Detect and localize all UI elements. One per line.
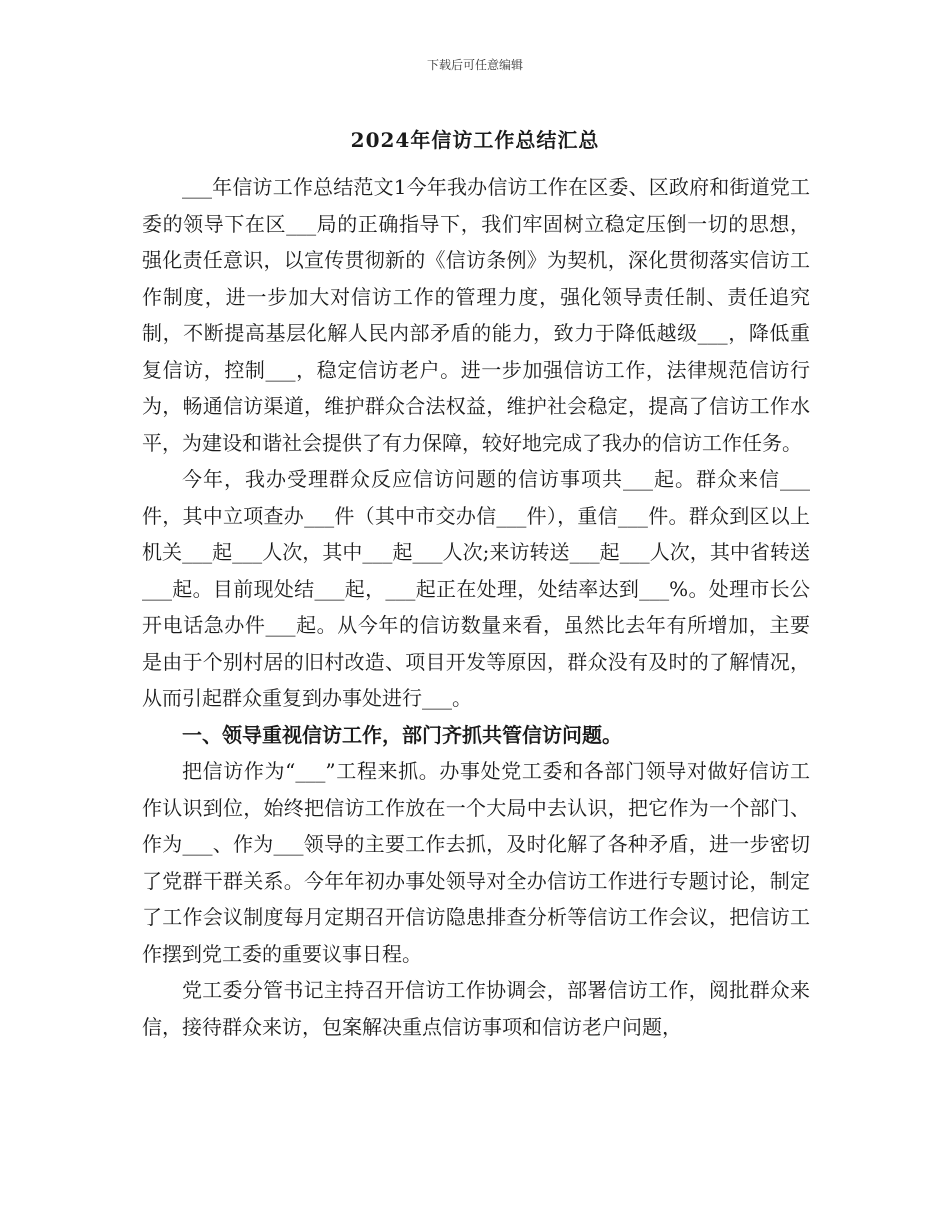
header-note: 下载后可任意编辑 <box>426 58 523 72</box>
section-heading-1: 一、领导重视信访工作，部门齐抓共管信访问题。 <box>182 722 622 747</box>
document-title: 2024年信访工作总结汇总 <box>350 128 600 152</box>
paragraph-statistics: 今年，我办受理群众反应信访问题的信访事项共___起。群众来信___件，其中立项查办___件（其中市交办信___件），重信___件。群众到区以上机关___起___人次，其中___起___人次;来访转送___起___人次，其中省转送___起。目前现处结___起，___起正在处理，处结率达到___%。处理市长公开电话急办件___起。从今年的信访数量来看，虽然比去年有所增加，主要是由于个别村居的旧村改造、项目开发等原因，群众没有及时的了解情况，从而引起群众重复到办事处进行___。 <box>142 467 810 710</box>
paragraph-section-1-continued: 党工委分管书记主持召开信访工作协调会，部署信访工作，阅批群众来信，接待群众来访，包案解决重点信访事项和信访老户问题， <box>142 978 810 1039</box>
document-body <box>142 169 810 1045</box>
paragraph-section-1: 把信访作为“___”工程来抓。办事处党工委和各部门领导对做好信访工作认识到位，始终把信访工作放在一个大局中去认识，把它作为一个部门、作为___、作为___领导的主要工作去抓，及时化解了各种矛盾，进一步密切了党群干群关系。今年年初办事处领导对全办信访工作进行专题讨论，制定了工作会议制度每月定期召开信访隐患排查分析等信访工作会议，把信访工作摆到党工委的重要议事日程。 <box>142 759 810 966</box>
paragraph-intro: ___年信访工作总结范文1今年我办信访工作在区委、区政府和街道党工委的领导下在区___局的正确指导下，我们牢固树立稳定压倒一切的思想，强化责任意识，以宣传贯彻新的《信访条例》为契机，深化贯彻落实信访工作制度，进一步加大对信访工作的管理力度，强化领导责任制、责任追究制，不断提高基层化解人民内部矛盾的能力，致力于降低越级___，降低重复信访，控制___，稳定信访老户。进一步加强信访工作，法律规范信访行为，畅通信访渠道，维护群众合法权益，维护社会稳定，提高了信访工作水平，为建设和谐社会提供了有力保障，较好地完成了我办的信访工作任务。 <box>142 175 810 455</box>
